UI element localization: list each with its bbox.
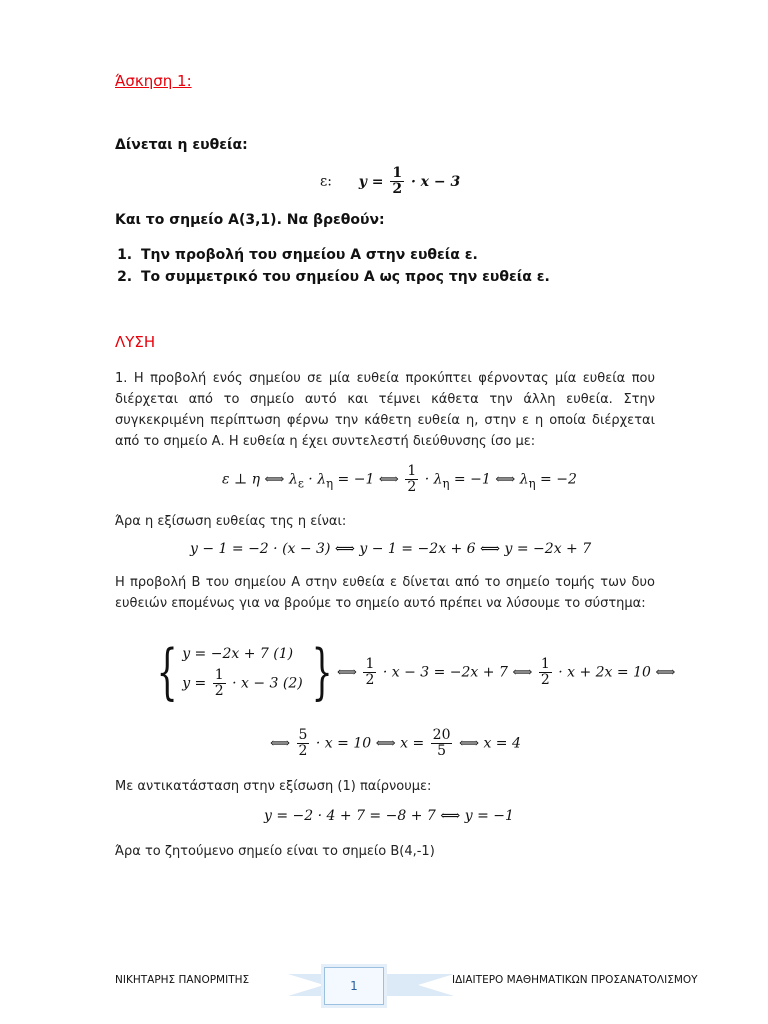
question-2: 2. Το συμμετρικό του σημείου Α ως προς την ευθεία ε. bbox=[137, 266, 675, 288]
left-brace: { bbox=[156, 637, 178, 707]
questions-list bbox=[115, 244, 675, 288]
solution-paragraph-1: 1. Η προβολή ενός σημείου σε μία ευθεία προκύπτει φέρνοντας μία ευθεία που διέρχεται από το σημείο αυτό και τέμνει κάθετα την άλλη ευθεία. Στην συγκεκριμένη περίπτωση φέρνω την κάθετη ευθεία η, στην ε η οποία διέρχεται από το σημείο Α. Η ευθεία η έχει συντελεστή διεύθυνσης ίσο με: bbox=[115, 371, 655, 449]
page-number: 1 bbox=[350, 979, 358, 993]
solution-paragraph-2: Άρα η εξίσωση ευθείας της η είναι: bbox=[115, 514, 347, 529]
system-equation-2: y = $\frac{1}{2}$ · x − 3 (2) bbox=[182, 666, 303, 699]
y-solution-equation: y = −2 · 4 + 7 = −8 + 7 ⟺ y = −1 bbox=[264, 808, 514, 824]
footer-author: ΝΙΚΗΤΑΡΗΣ ΠΑΝΟΡΜΙΤΗΣ bbox=[115, 974, 250, 986]
solution-paragraph-3: Η προβολή Β του σημείου Α στην ευθεία ε δίνεται από το σημείο τομής των δυο ευθειών επομένως για να βρούμε το σημείο αυτό πρέπει να λύσουμε το σύστημα: bbox=[115, 575, 655, 611]
solution-conclusion: Άρα το ζητούμενο σημείο είναι το σημείο Β(4,-1) bbox=[115, 844, 435, 859]
page-number-box bbox=[324, 967, 384, 1005]
line-equation bbox=[320, 166, 460, 197]
solution-heading: ΛΥΣΗ bbox=[115, 333, 156, 351]
line-slope-fraction: $\frac{1}{2}$ bbox=[392, 165, 403, 197]
point-text: Και το σημείο Α(3,1). Να βρεθούν: bbox=[115, 212, 385, 228]
line-eta-equation: y − 1 = −2 · (x − 3) ⟺ y − 1 = −2x + 6 ⟺ y = −2x + 7 bbox=[190, 541, 592, 557]
system-equation-1: y = −2x + 7 (1) bbox=[182, 645, 294, 662]
system-solution: ⟺ $\frac{1}{2}$ · x − 3 = −2x + 7 ⟺ $\frac{1}{2}$ · x + 2x = 10 ⟺ bbox=[336, 655, 676, 688]
line-name: ε: bbox=[320, 173, 332, 190]
footer-subject: ΙΔΙΑΙΤΕΡΟ ΜΑΘΗΜΑΤΙΚΩΝ ΠΡΟΣΑΝΑΤΟΛΙΣΜΟΥ bbox=[452, 974, 698, 986]
equation-system bbox=[148, 637, 676, 707]
page-ribbon-right bbox=[382, 974, 454, 996]
right-brace: } bbox=[311, 637, 333, 707]
slope-equation: ε ⊥ η ⟺ $\lambda_\varepsilon \cdot \lambda_\eta = -1$ ⟺ $\frac{1}{2}$ · $\lambda_\eta = -1$ ⟺ $\lambda_\eta = -2$ bbox=[222, 463, 577, 495]
line-eq-rhs: · x − 3 bbox=[410, 173, 461, 190]
solution-paragraph-4: Με αντικατάσταση στην εξίσωση (1) παίρνουμε: bbox=[115, 779, 432, 794]
exercise-title: Άσκηση 1: bbox=[115, 72, 192, 90]
line-eq-lhs: y = bbox=[358, 173, 384, 190]
x-solution-equation: ⟺ $\frac{5}{2}$ · x = 10 ⟺ x = $\frac{20}{5}$ ⟺ x = 4 bbox=[270, 727, 521, 759]
given-line-text: Δίνεται η ευθεία: bbox=[115, 137, 248, 153]
question-1: 1. Την προβολή του σημείου Α στην ευθεία ε. bbox=[137, 244, 675, 266]
